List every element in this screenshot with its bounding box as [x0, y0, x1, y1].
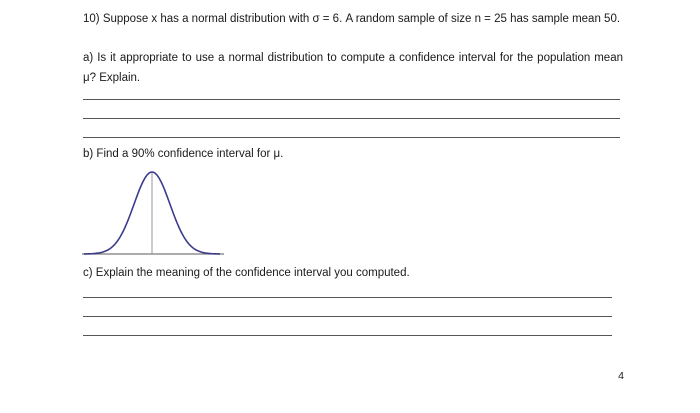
answer-line-a-1	[83, 99, 620, 100]
question-intro: 10) Suppose x has a normal distribution with σ = 6. A random sample of size n = 25 has sample mean 50.	[83, 13, 621, 25]
answer-line-c-1	[83, 297, 612, 298]
part-c-question: c) Explain the meaning of the confidence interval you computed.	[83, 267, 410, 279]
part-a-question: a) Is it appropriate to use a normal distribution to compute a confidence interval for the population mean μ? Explain.	[83, 52, 623, 84]
part-b-question: b) Find a 90% confidence interval for μ.	[83, 148, 284, 160]
page-number: 4	[618, 370, 624, 382]
normal-curve-figure	[80, 166, 226, 262]
answer-line-a-2	[83, 118, 620, 119]
answer-line-c-3	[83, 335, 612, 336]
answer-line-a-3	[83, 137, 620, 138]
answer-line-c-2	[83, 316, 612, 317]
